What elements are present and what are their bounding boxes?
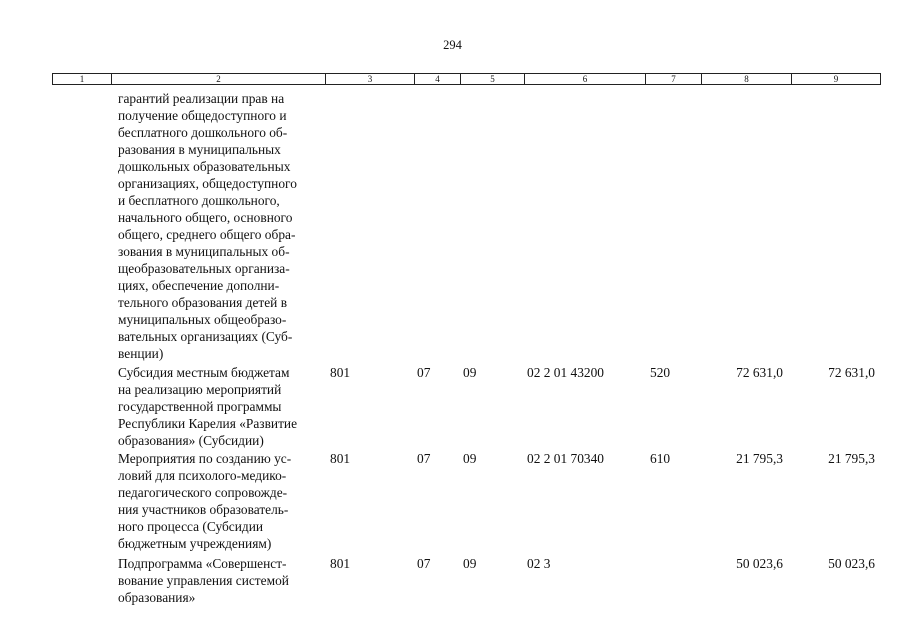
row-name-line: вательных организациях (Суб- — [118, 329, 293, 344]
row-name-line: гарантий реализации прав на — [118, 91, 285, 106]
row-name-line: зования в муниципальных об- — [118, 244, 290, 259]
amount-col-8: 21 795,3 — [736, 451, 783, 466]
row-name-line: бесплатного дошкольного об- — [118, 125, 288, 140]
column-number-5: 5 — [461, 74, 525, 85]
amount-col-9: 72 631,0 — [828, 365, 875, 380]
row-name-line: циях, обеспечение дополни- — [118, 278, 280, 293]
row-name-line: тельного образования детей в — [118, 295, 288, 310]
column-number-3: 3 — [326, 74, 415, 85]
row-name-cell — [118, 90, 328, 362]
page-number: 294 — [443, 38, 462, 52]
row-name-line: педагогического сопровожде- — [118, 485, 288, 500]
subsection-code: 09 — [463, 365, 477, 380]
row-name-line: начального общего, основного — [118, 210, 293, 225]
row-name-line: образования» (Субсидии) — [118, 433, 264, 448]
row-name-line: муниципальных общеобразо- — [118, 312, 287, 327]
row-name-line: на реализацию мероприятий — [118, 382, 282, 397]
row-name-line: организациях, общедоступного — [118, 176, 297, 191]
row-name-line: дошкольных образовательных — [118, 159, 291, 174]
row-name-line: Мероприятия по созданию ус- — [118, 451, 292, 466]
row-name-cell — [118, 450, 328, 552]
row-name-line: ного процесса (Субсидии — [118, 519, 264, 534]
row-name-line: ловий для психолого-медико- — [118, 468, 287, 483]
expense-type-code: 610 — [650, 451, 671, 466]
target-article-code: 02 2 01 43200 — [527, 365, 604, 380]
column-number-4: 4 — [415, 74, 461, 85]
target-article-code: 02 3 — [527, 556, 551, 571]
row-name-line: Субсидия местным бюджетам — [118, 365, 290, 380]
administrator-code: 801 — [330, 556, 351, 571]
row-name-line: венции) — [118, 346, 164, 361]
column-number-2: 2 — [112, 74, 326, 85]
administrator-code: 801 — [330, 365, 351, 380]
amount-col-9: 21 795,3 — [828, 451, 875, 466]
row-name-line: общего, среднего общего обра- — [118, 227, 296, 242]
row-name-line: государственной программы — [118, 399, 282, 414]
row-name-line: щеобразовательных организа- — [118, 261, 290, 276]
row-name-line: получение общедоступного и — [118, 108, 287, 123]
column-number-1: 1 — [53, 74, 112, 85]
row-name-line: Республики Карелия «Развитие — [118, 416, 298, 431]
subsection-code: 09 — [463, 556, 477, 571]
row-name-line: разования в муниципальных — [118, 142, 281, 157]
subsection-code: 09 — [463, 451, 477, 466]
column-number-7: 7 — [646, 74, 702, 85]
column-number-6: 6 — [525, 74, 646, 85]
section-code: 07 — [417, 365, 431, 380]
row-name-cell — [118, 364, 328, 449]
row-name-line: Подпрограмма «Совершенст- — [118, 556, 287, 571]
column-number-9: 9 — [792, 74, 881, 85]
row-name-line: вование управления системой — [118, 573, 289, 588]
row-name-line: и бесплатного дошкольного, — [118, 193, 280, 208]
expense-type-code: 520 — [650, 365, 671, 380]
column-number-8: 8 — [702, 74, 792, 85]
row-name-line: бюджетным учреждениям) — [118, 536, 272, 551]
amount-col-8: 72 631,0 — [736, 365, 783, 380]
row-name-cell — [118, 555, 328, 606]
amount-col-8: 50 023,6 — [736, 556, 783, 571]
section-code: 07 — [417, 556, 431, 571]
row-name-line: ния участников образователь- — [118, 502, 289, 517]
column-number-header — [52, 73, 881, 85]
administrator-code: 801 — [330, 451, 351, 466]
target-article-code: 02 2 01 70340 — [527, 451, 604, 466]
row-name-line: образования» — [118, 590, 196, 605]
amount-col-9: 50 023,6 — [828, 556, 875, 571]
section-code: 07 — [417, 451, 431, 466]
